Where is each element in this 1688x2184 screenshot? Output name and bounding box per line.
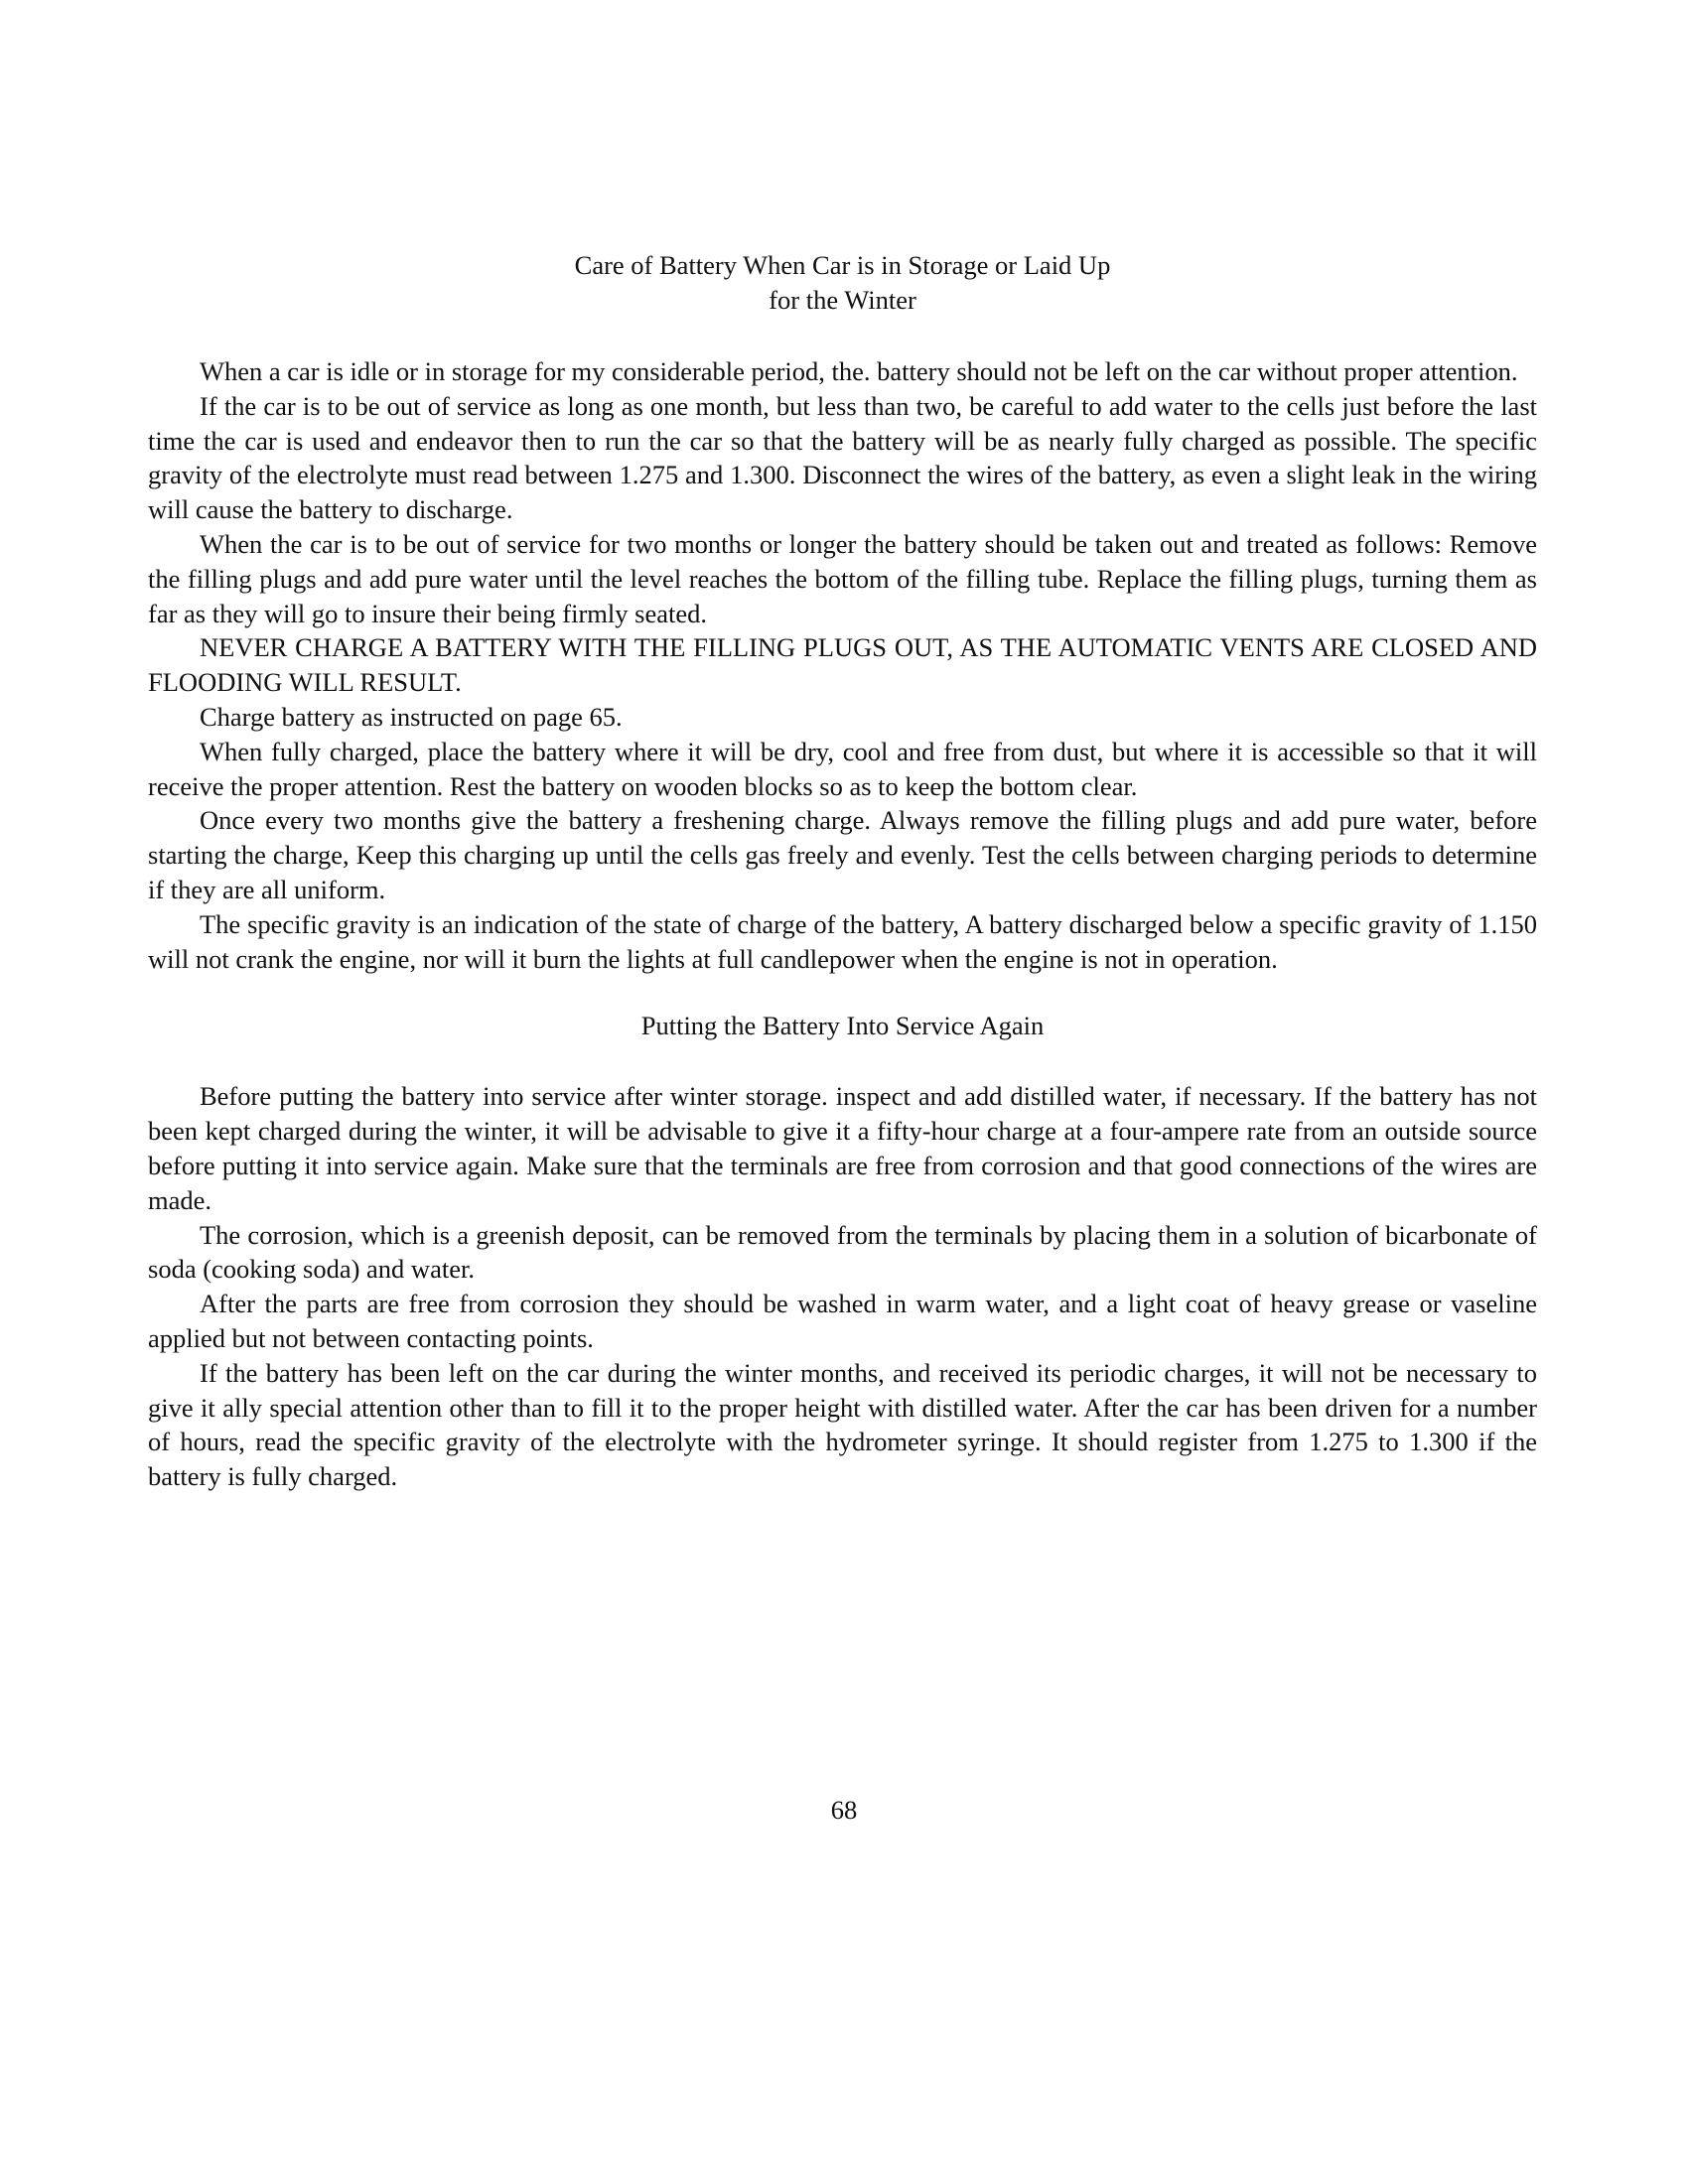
paragraph: When the car is to be out of service for two months or longer the battery should be taken out and treated as follows: Remove the filling plugs and add pure water until the level reaches the bottom of the filling tube. Replace the filling plugs, turning them as far as they will go to insure their being firmly seated.	[148, 528, 1537, 628]
page-number: 68	[830, 1795, 858, 1825]
section-title-line-1: Care of Battery When Car is in Storage or Laid Up	[574, 250, 1111, 280]
paragraph: Once every two months give the battery a freshening charge. Always remove the filling plugs and add pure water, before starting the charge, Keep this charging up until the cells gas freely and evenly. Test the cells between charging periods to determine if they are all uniform.	[148, 805, 1537, 904]
paragraph: The corrosion, which is a greenish deposit, can be removed from the terminals by placing them in a solution of bicarbonate of soda (cooking soda) and water.	[148, 1219, 1537, 1285]
paragraph: If the car is to be out of service as long as one month, but less than two, be careful to add water to the cells just before the last time the car is used and endeavor then to run the car so that the battery will be as nearly fully charged as possible. The specific gravity of the electrolyte must read between 1.275 and 1.300. Disconnect the wires of the battery, as even a slight leak in the wiring will cause the battery to discharge.	[148, 390, 1537, 525]
document-page	[148, 248, 1537, 1494]
paragraph-warning: NEVER CHARGE A BATTERY WITH THE FILLING PLUGS OUT, AS THE AUTOMATIC VENTS ARE CLOSED AND FLOODING WILL RESULT.	[148, 632, 1537, 698]
paragraph: After the parts are free from corrosion they should be washed in warm water, and a light coat of heavy grease or vaseline applied but not between contacting points.	[148, 1289, 1537, 1353]
section-title-service: Putting the Battery Into Service Again	[640, 1011, 1045, 1041]
section-title-storage	[148, 248, 1537, 318]
paragraph: When fully charged, place the battery where it will be dry, cool and free from dust, but where it is accessible so that it will receive the proper attention. Rest the battery on wooden blocks so as to keep the bottom clear.	[148, 736, 1537, 801]
paragraph: Charge battery as instructed on page 65.	[200, 701, 623, 732]
paragraph: Before putting the battery into service after winter storage. inspect and add distilled water, if necessary. If the battery has not been kept charged during the winter, it will be advisable to give it a fifty-hour charge at a four-ampere rate from an outside source before putting it into service again. Make sure that the terminals are free from corrosion and that good connections of the wires are made.	[148, 1081, 1537, 1215]
section-title-line-2: for the Winter	[769, 285, 916, 315]
paragraph: The specific gravity is an indication of the state of charge of the battery, A battery discharged below a specific gravity of 1.150 will not crank the engine, nor will it burn the lights at full candlepower when the engine is not in operation.	[148, 908, 1537, 974]
paragraph: If the battery has been left on the car during the winter months, and received its periodic charges, it will not be necessary to give it ally special attention other than to fill it to the proper height with distilled water. After the car has been driven for a number of hours, read the specific gravity of the electrolyte with the hydrometer syringe. It should register from 1.275 to 1.300 if the battery is fully charged.	[148, 1357, 1537, 1492]
paragraph: When a car is idle or in storage for my considerable period, the. battery should not be left on the car without proper attention.	[200, 356, 1518, 386]
